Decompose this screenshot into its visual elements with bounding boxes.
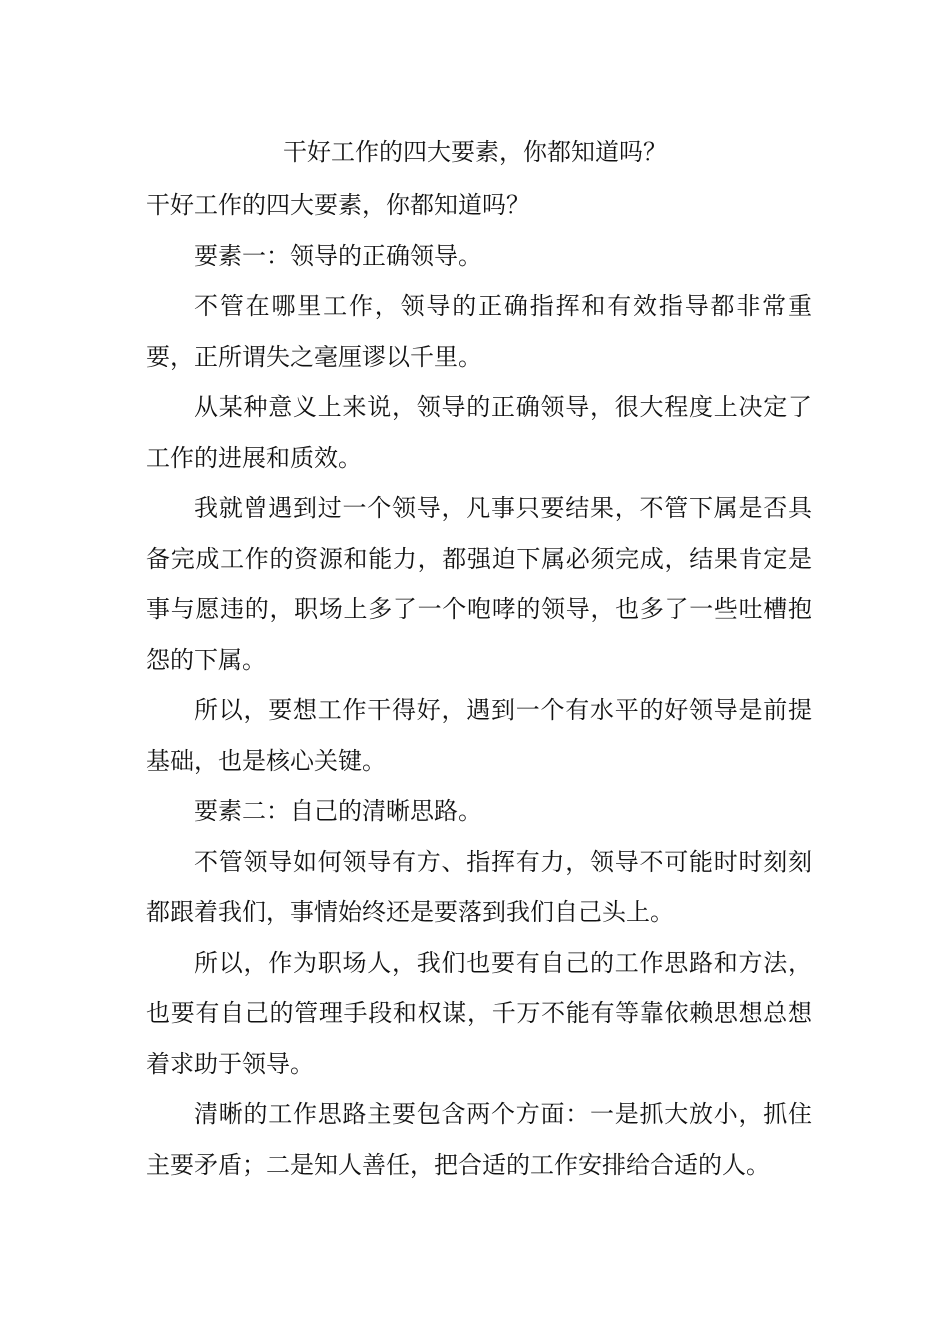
paragraph: 不管领导如何领导有方、指挥有力，领导不可能时时刻刻都跟着我们，事情始终还是要落到我们自己头上。: [146, 847, 812, 926]
document-title: 干好工作的四大要素，你都知道吗？: [283, 138, 667, 166]
paragraph: 所以，作为职场人，我们也要有自己的工作思路和方法，也要有自己的管理手段和权谋，千万不能有等靠依赖思想总想着求助于领导。: [146, 948, 812, 1078]
paragraph: 我就曾遇到过一个领导，凡事只要结果，不管下属是否具备完成工作的资源和能力，都强迫下属必须完成，结果肯定是事与愿违的，职场上多了一个咆哮的领导，也多了一些吐槽抱怨的下属。: [146, 494, 812, 674]
paragraph-heading-repeat: 干好工作的四大要素，你都知道吗？: [146, 191, 530, 219]
section-heading-element-two: 要素二：自己的清晰思路。: [194, 797, 482, 825]
paragraph: 不管在哪里工作，领导的正确指挥和有效指导都非常重要，正所谓失之毫厘谬以千里。: [146, 292, 812, 371]
paragraph: 所以，要想工作干得好，遇到一个有水平的好领导是前提基础，也是核心关键。: [146, 696, 812, 775]
section-heading-element-one: 要素一：领导的正确领导。: [194, 241, 482, 270]
paragraph: 清晰的工作思路主要包含两个方面：一是抓大放小，抓住主要矛盾；二是知人善任，把合适的工作安排给合适的人。: [146, 1100, 812, 1179]
paragraph: 从某种意义上来说，领导的正确领导，很大程度上决定了工作的进展和质效。: [146, 393, 812, 472]
document-body: [146, 180, 812, 1190]
